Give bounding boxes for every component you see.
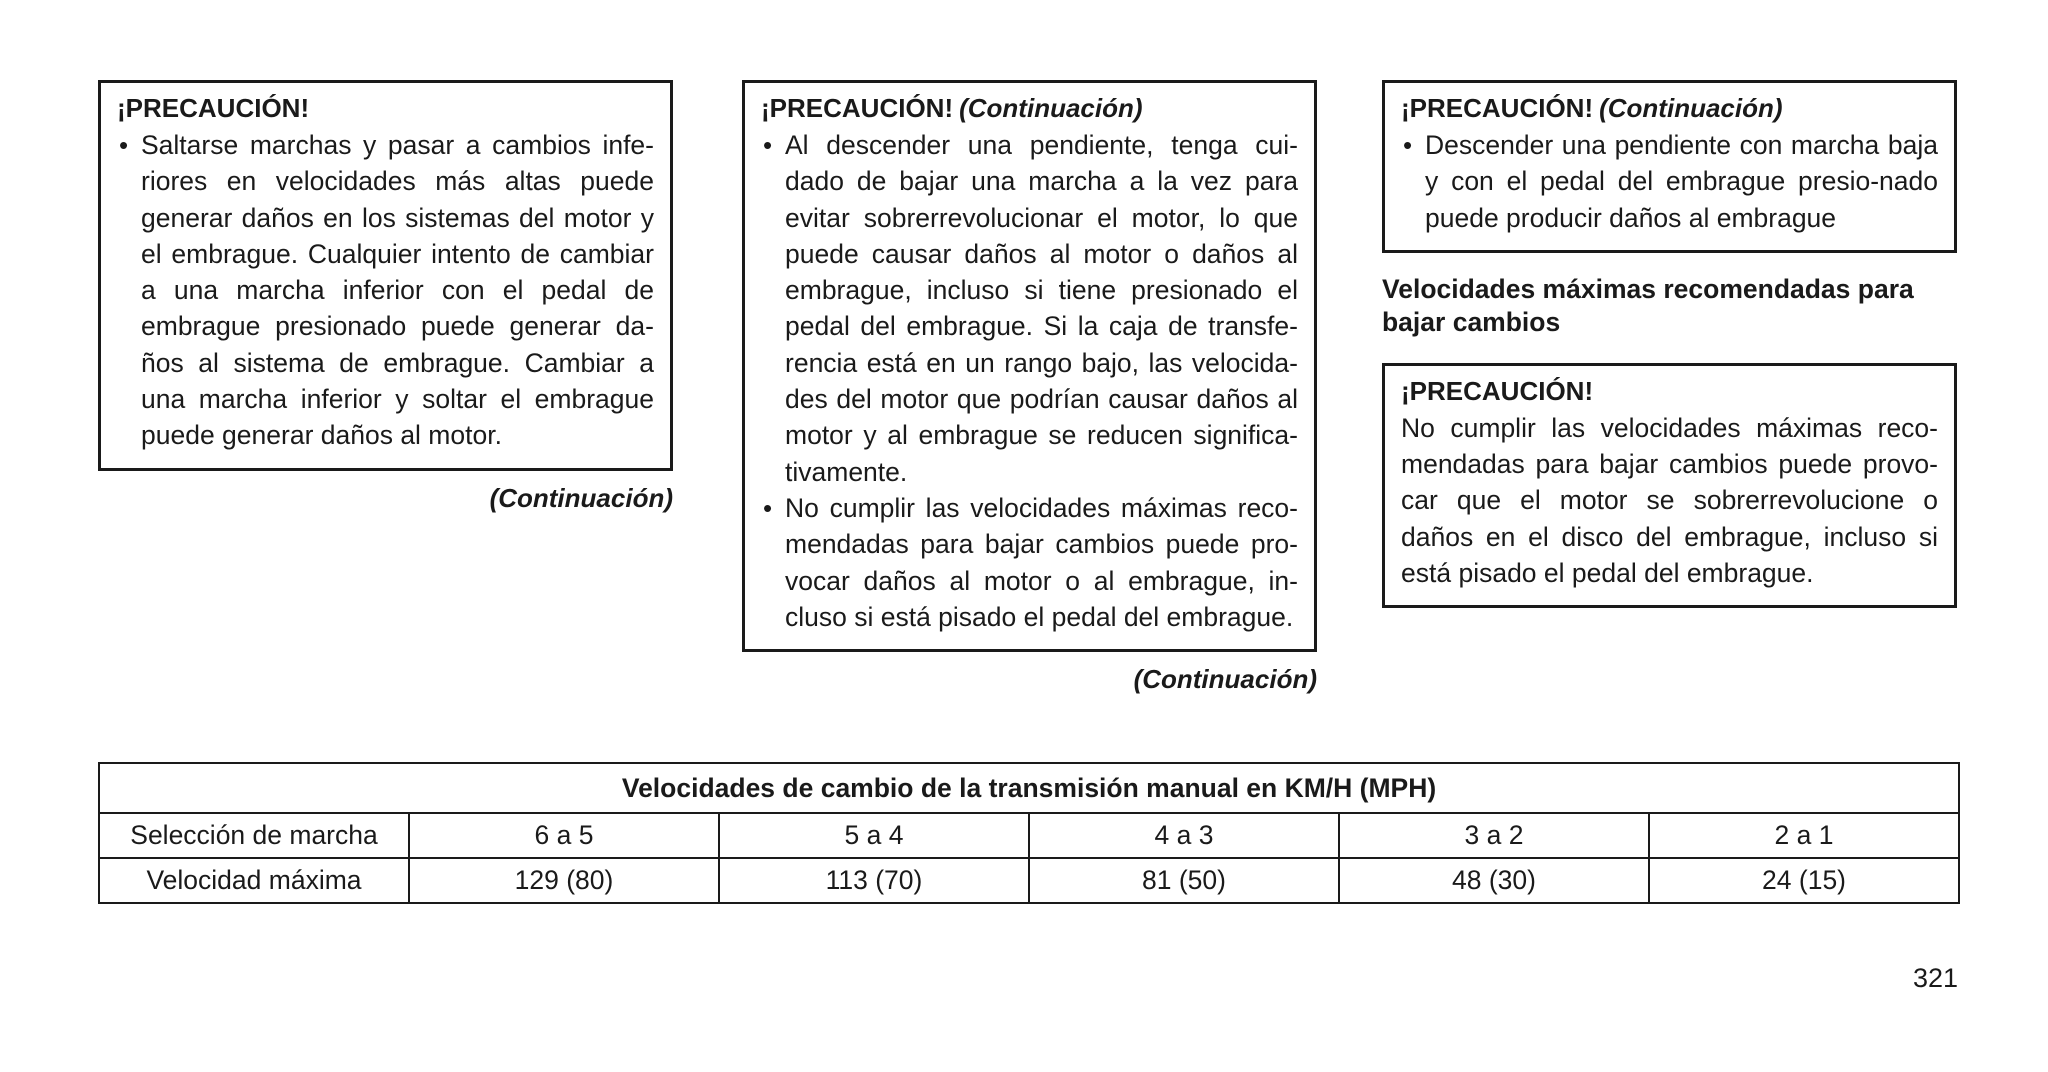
caution-item [761, 127, 1298, 490]
caution-title-text: ¡PRECAUCIÓN! [761, 93, 954, 123]
caution-box-1 [98, 80, 673, 471]
caution-box-2 [742, 80, 1317, 652]
caution-title-continued: (Continuación) [959, 93, 1143, 123]
bullet-icon: • [763, 130, 773, 160]
gear-cell: 5 a 4 [719, 813, 1029, 858]
caution-item-text: Saltarse marchas y pasar a cambios infe-riores en velocidades más altas puede generar daños en los sistemas del motor y el embrague. Cualquier intento de cambiar a una marcha inferior con el pedal de embrague presionado puede generar da-ños al sistema de embrague. Cambiar a una marcha inferior y soltar el embrague puede generar daños al motor. [141, 130, 654, 451]
gear-cell: 3 a 2 [1339, 813, 1649, 858]
shift-speed-table [98, 762, 1960, 904]
caution-list [1401, 127, 1938, 236]
table-row-speeds [99, 858, 1959, 903]
bullet-icon: • [119, 130, 129, 160]
caution-item-text: No cumplir las velocidades máximas reco-mendadas para bajar cambios puede pro-vocar daños al motor o al embrague, in-cluso si está pisado el pedal del embrague. [785, 492, 1298, 632]
speed-cell: 48 (30) [1339, 858, 1649, 903]
caution-item [1401, 127, 1938, 236]
table-row-gears [99, 813, 1959, 858]
continued-label: (Continuación) [1133, 664, 1317, 695]
speed-cell: 129 (80) [409, 858, 719, 903]
section-heading: Velocidades máximas recomendadas para bajar cambios [1382, 273, 1914, 337]
caution-list [117, 127, 654, 454]
caution-title-continued: (Continuación) [1599, 93, 1783, 123]
speed-cell: 113 (70) [719, 858, 1029, 903]
speed-cell: 81 (50) [1029, 858, 1339, 903]
gear-cell: 2 a 1 [1649, 813, 1959, 858]
page-number: 321 [1912, 963, 1958, 993]
gear-cell: 4 a 3 [1029, 813, 1339, 858]
column-2 [742, 80, 1317, 695]
caution-box-3 [1382, 80, 1957, 253]
bullet-icon: • [763, 492, 773, 523]
column-1 [98, 80, 673, 514]
caution-item-text: Descender una pendiente con marcha baja y con el pedal del embrague presio-nado puede producir daños al embrague [1425, 130, 1938, 233]
bullet-icon: • [1403, 130, 1413, 160]
caution-title [761, 91, 1298, 125]
caution-title-text: ¡PRECAUCIÓN! [1401, 375, 1594, 406]
caution-title [117, 91, 654, 125]
caution-title-text: ¡PRECAUCIÓN! [1401, 93, 1594, 123]
caution-title-text: ¡PRECAUCIÓN! [117, 93, 310, 123]
caution-box-4 [1382, 363, 1957, 608]
table-caption: Velocidades de cambio de la transmisión manual en KM/H (MPH) [99, 763, 1959, 813]
gear-cell: 6 a 5 [409, 813, 719, 858]
caution-item-text: Al descender una pendiente, tenga cui-dado de bajar una marcha a la vez para evitar sobrerrevolucionar el motor, lo que puede causar daños al motor o daños al embrague, incluso si tiene presionado el pedal del embrague. Si la caja de transfe-rencia está en un rango bajo, las velocida-des del motor que podrían causar daños al motor y al embrague se reducen significa-tivamente. [785, 130, 1298, 487]
continued-label: (Continuación) [489, 482, 673, 513]
caution-text: No cumplir las velocidades máximas reco-mendadas para bajar cambios puede provo-car que el motor se sobrerrevolucione o daños en el disco del embrague, incluso si está pisado el pedal del embrague. [1401, 412, 1938, 589]
caution-item [117, 127, 654, 454]
caution-item [761, 490, 1298, 635]
caution-list [761, 127, 1298, 635]
speed-cell: 24 (15) [1649, 858, 1959, 903]
row-label: Velocidad máxima [99, 858, 409, 903]
column-3 [1382, 80, 1957, 608]
row-label: Selección de marcha [99, 813, 409, 858]
caution-title [1401, 91, 1938, 125]
caution-title [1401, 374, 1938, 408]
table-caption-row [99, 763, 1959, 813]
